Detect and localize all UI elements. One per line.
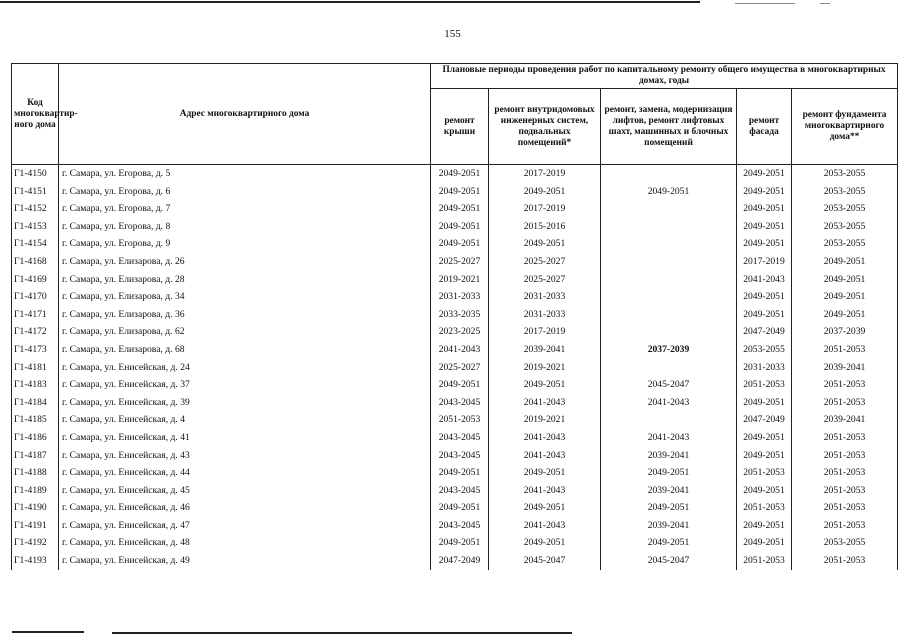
table-row — [12, 306, 898, 324]
facade-cell: 2051-2053 — [737, 376, 792, 394]
systems-cell: 2041-2043 — [489, 517, 601, 535]
header-systems: ремонт внутридомовых инженерных систем, подвальных помещений* — [489, 89, 601, 165]
table-row — [12, 499, 898, 517]
address-cell: г. Самара, ул. Енисейская, д. 46 — [59, 499, 431, 517]
code-cell: Г1-4187 — [12, 447, 59, 465]
systems-cell: 2025-2027 — [489, 253, 601, 271]
table-row — [12, 235, 898, 253]
lift-cell — [601, 165, 737, 183]
bottom-rule-line — [12, 631, 84, 633]
roof-cell: 2043-2045 — [431, 394, 489, 412]
lift-cell: 2049-2051 — [601, 183, 737, 201]
code-cell: Г1-4186 — [12, 429, 59, 447]
table-row — [12, 447, 898, 465]
code-cell: Г1-4173 — [12, 341, 59, 359]
code-cell: Г1-4193 — [12, 552, 59, 570]
systems-cell: 2049-2051 — [489, 464, 601, 482]
roof-cell: 2049-2051 — [431, 218, 489, 236]
code-cell: Г1-4191 — [12, 517, 59, 535]
code-cell: Г1-4172 — [12, 323, 59, 341]
address-cell: г. Самара, ул. Елизарова, д. 28 — [59, 271, 431, 289]
address-cell: г. Самара, ул. Егорова, д. 5 — [59, 165, 431, 183]
code-cell: Г1-4150 — [12, 165, 59, 183]
systems-cell: 2017-2019 — [489, 200, 601, 218]
header-address: Адрес многоквартирного дома — [59, 64, 431, 165]
lift-cell — [601, 235, 737, 253]
systems-cell: 2049-2051 — [489, 376, 601, 394]
table-row — [12, 341, 898, 359]
facade-cell: 2049-2051 — [737, 429, 792, 447]
table-row — [12, 253, 898, 271]
lift-cell: 2045-2047 — [601, 552, 737, 570]
roof-cell: 2049-2051 — [431, 165, 489, 183]
address-cell: г. Самара, ул. Елизарова, д. 34 — [59, 288, 431, 306]
top-rule-mark — [820, 3, 830, 4]
foundation-cell: 2051-2053 — [792, 394, 898, 412]
roof-cell: 2043-2045 — [431, 447, 489, 465]
lift-cell — [601, 271, 737, 289]
foundation-cell: 2051-2053 — [792, 482, 898, 500]
address-cell: г. Самара, ул. Елизарова, д. 36 — [59, 306, 431, 324]
roof-cell: 2031-2033 — [431, 288, 489, 306]
lift-cell — [601, 306, 737, 324]
bottom-rule — [0, 631, 905, 635]
lift-cell — [601, 218, 737, 236]
code-cell: Г1-4170 — [12, 288, 59, 306]
facade-cell: 2017-2019 — [737, 253, 792, 271]
table-row — [12, 376, 898, 394]
facade-cell: 2047-2049 — [737, 323, 792, 341]
table-row — [12, 288, 898, 306]
top-rule-line — [0, 1, 700, 3]
code-cell: Г1-4169 — [12, 271, 59, 289]
roof-cell: 2047-2049 — [431, 552, 489, 570]
address-cell: г. Самара, ул. Енисейская, д. 49 — [59, 552, 431, 570]
foundation-cell: 2039-2041 — [792, 359, 898, 377]
lift-cell: 2039-2041 — [601, 482, 737, 500]
table-row — [12, 394, 898, 412]
foundation-cell: 2049-2051 — [792, 288, 898, 306]
table-row — [12, 359, 898, 377]
systems-cell: 2049-2051 — [489, 499, 601, 517]
code-cell: Г1-4189 — [12, 482, 59, 500]
lift-cell: 2037-2039 — [601, 341, 737, 359]
roof-cell: 2033-2035 — [431, 306, 489, 324]
facade-cell: 2049-2051 — [737, 218, 792, 236]
foundation-cell: 2051-2053 — [792, 376, 898, 394]
lift-cell: 2039-2041 — [601, 517, 737, 535]
roof-cell: 2049-2051 — [431, 235, 489, 253]
table-row — [12, 200, 898, 218]
roof-cell: 2043-2045 — [431, 517, 489, 535]
table-row — [12, 429, 898, 447]
lift-cell — [601, 323, 737, 341]
lift-cell: 2041-2043 — [601, 394, 737, 412]
code-cell: Г1-4168 — [12, 253, 59, 271]
systems-cell: 2031-2033 — [489, 288, 601, 306]
address-cell: г. Самара, ул. Енисейская, д. 37 — [59, 376, 431, 394]
code-cell: Г1-4151 — [12, 183, 59, 201]
systems-cell: 2045-2047 — [489, 552, 601, 570]
address-cell: г. Самара, ул. Егорова, д. 7 — [59, 200, 431, 218]
facade-cell: 2051-2053 — [737, 499, 792, 517]
facade-cell: 2049-2051 — [737, 394, 792, 412]
code-cell: Г1-4154 — [12, 235, 59, 253]
foundation-cell: 2049-2051 — [792, 253, 898, 271]
systems-cell: 2049-2051 — [489, 534, 601, 552]
facade-cell: 2031-2033 — [737, 359, 792, 377]
foundation-cell: 2053-2055 — [792, 235, 898, 253]
roof-cell: 2023-2025 — [431, 323, 489, 341]
roof-cell: 2041-2043 — [431, 341, 489, 359]
facade-cell: 2049-2051 — [737, 288, 792, 306]
header-code: Код многоквартир-ного дома — [12, 64, 59, 165]
code-cell: Г1-4184 — [12, 394, 59, 412]
systems-cell: 2041-2043 — [489, 482, 601, 500]
table-row — [12, 534, 898, 552]
lift-cell: 2039-2041 — [601, 447, 737, 465]
table-row — [12, 517, 898, 535]
address-cell: г. Самара, ул. Елизарова, д. 68 — [59, 341, 431, 359]
foundation-cell: 2053-2055 — [792, 183, 898, 201]
foundation-cell: 2051-2053 — [792, 447, 898, 465]
roof-cell: 2049-2051 — [431, 183, 489, 201]
facade-cell: 2049-2051 — [737, 306, 792, 324]
table-row — [12, 271, 898, 289]
systems-cell: 2015-2016 — [489, 218, 601, 236]
top-rule-mark — [735, 3, 795, 4]
foundation-cell: 2051-2053 — [792, 429, 898, 447]
foundation-cell: 2037-2039 — [792, 323, 898, 341]
code-cell: Г1-4190 — [12, 499, 59, 517]
lift-cell: 2049-2051 — [601, 464, 737, 482]
foundation-cell: 2053-2055 — [792, 534, 898, 552]
address-cell: г. Самара, ул. Енисейская, д. 4 — [59, 411, 431, 429]
address-cell: г. Самара, ул. Енисейская, д. 44 — [59, 464, 431, 482]
foundation-cell: 2051-2053 — [792, 552, 898, 570]
code-cell: Г1-4185 — [12, 411, 59, 429]
address-cell: г. Самара, ул. Енисейская, д. 41 — [59, 429, 431, 447]
header-facade: ремонт фасада — [737, 89, 792, 165]
systems-cell: 2019-2021 — [489, 411, 601, 429]
address-cell: г. Самара, ул. Енисейская, д. 48 — [59, 534, 431, 552]
foundation-cell: 2049-2051 — [792, 306, 898, 324]
lift-cell: 2049-2051 — [601, 534, 737, 552]
systems-cell: 2049-2051 — [489, 235, 601, 253]
roof-cell: 2019-2021 — [431, 271, 489, 289]
lift-cell — [601, 253, 737, 271]
header-group-title: Плановые периоды проведения работ по капитальному ремонту общего имущества в многоквартирных домах, годы — [431, 64, 898, 89]
table-row — [12, 165, 898, 183]
code-cell: Г1-4181 — [12, 359, 59, 377]
systems-cell: 2039-2041 — [489, 341, 601, 359]
code-cell: Г1-4152 — [12, 200, 59, 218]
lift-cell — [601, 411, 737, 429]
address-cell: г. Самара, ул. Елизарова, д. 62 — [59, 323, 431, 341]
lift-cell — [601, 200, 737, 218]
table-row — [12, 552, 898, 570]
lift-cell: 2049-2051 — [601, 499, 737, 517]
roof-cell: 2043-2045 — [431, 429, 489, 447]
code-cell: Г1-4183 — [12, 376, 59, 394]
code-cell: Г1-4188 — [12, 464, 59, 482]
facade-cell: 2049-2051 — [737, 200, 792, 218]
facade-cell: 2053-2055 — [737, 341, 792, 359]
address-cell: г. Самара, ул. Егорова, д. 9 — [59, 235, 431, 253]
facade-cell: 2047-2049 — [737, 411, 792, 429]
systems-cell: 2041-2043 — [489, 394, 601, 412]
foundation-cell: 2051-2053 — [792, 499, 898, 517]
table-body — [12, 165, 898, 570]
facade-cell: 2051-2053 — [737, 552, 792, 570]
systems-cell: 2019-2021 — [489, 359, 601, 377]
facade-cell: 2049-2051 — [737, 534, 792, 552]
roof-cell: 2025-2027 — [431, 359, 489, 377]
systems-cell: 2017-2019 — [489, 165, 601, 183]
systems-cell: 2049-2051 — [489, 183, 601, 201]
facade-cell: 2041-2043 — [737, 271, 792, 289]
facade-cell: 2049-2051 — [737, 183, 792, 201]
repair-schedule-table — [11, 63, 898, 570]
address-cell: г. Самара, ул. Енисейская, д. 45 — [59, 482, 431, 500]
header-roof: ремонт крыши — [431, 89, 489, 165]
roof-cell: 2049-2051 — [431, 200, 489, 218]
address-cell: г. Самара, ул. Енисейская, д. 39 — [59, 394, 431, 412]
table-row — [12, 482, 898, 500]
roof-cell: 2043-2045 — [431, 482, 489, 500]
lift-cell: 2041-2043 — [601, 429, 737, 447]
header-foundation: ремонт фундамента многоквартирного дома** — [792, 89, 898, 165]
foundation-cell: 2053-2055 — [792, 218, 898, 236]
facade-cell: 2051-2053 — [737, 464, 792, 482]
foundation-cell: 2051-2053 — [792, 341, 898, 359]
top-rule — [0, 0, 905, 3]
lift-cell: 2045-2047 — [601, 376, 737, 394]
table-row — [12, 183, 898, 201]
systems-cell: 2031-2033 — [489, 306, 601, 324]
page-number: 155 — [444, 28, 461, 40]
systems-cell: 2041-2043 — [489, 429, 601, 447]
roof-cell: 2049-2051 — [431, 499, 489, 517]
facade-cell: 2049-2051 — [737, 235, 792, 253]
table-row — [12, 218, 898, 236]
code-cell: Г1-4153 — [12, 218, 59, 236]
roof-cell: 2049-2051 — [431, 376, 489, 394]
facade-cell: 2049-2051 — [737, 482, 792, 500]
lift-cell — [601, 359, 737, 377]
roof-cell: 2051-2053 — [431, 411, 489, 429]
table-row — [12, 464, 898, 482]
systems-cell: 2041-2043 — [489, 447, 601, 465]
header-lift: ремонт, замена, модернизация лифтов, ремонт лифтовых шахт, машинных и блочных помещений — [601, 89, 737, 165]
address-cell: г. Самара, ул. Енисейская, д. 47 — [59, 517, 431, 535]
foundation-cell: 2051-2053 — [792, 464, 898, 482]
address-cell: г. Самара, ул. Енисейская, д. 43 — [59, 447, 431, 465]
bottom-rule-line — [112, 632, 572, 634]
address-cell: г. Самара, ул. Егорова, д. 8 — [59, 218, 431, 236]
facade-cell: 2049-2051 — [737, 517, 792, 535]
foundation-cell: 2051-2053 — [792, 517, 898, 535]
foundation-cell: 2039-2041 — [792, 411, 898, 429]
facade-cell: 2049-2051 — [737, 165, 792, 183]
systems-cell: 2025-2027 — [489, 271, 601, 289]
code-cell: Г1-4192 — [12, 534, 59, 552]
foundation-cell: 2049-2051 — [792, 271, 898, 289]
roof-cell: 2049-2051 — [431, 464, 489, 482]
foundation-cell: 2053-2055 — [792, 200, 898, 218]
lift-cell — [601, 288, 737, 306]
table-row — [12, 411, 898, 429]
address-cell: г. Самара, ул. Енисейская, д. 24 — [59, 359, 431, 377]
address-cell: г. Самара, ул. Егорова, д. 6 — [59, 183, 431, 201]
code-cell: Г1-4171 — [12, 306, 59, 324]
facade-cell: 2049-2051 — [737, 447, 792, 465]
systems-cell: 2017-2019 — [489, 323, 601, 341]
foundation-cell: 2053-2055 — [792, 165, 898, 183]
address-cell: г. Самара, ул. Елизарова, д. 26 — [59, 253, 431, 271]
roof-cell: 2025-2027 — [431, 253, 489, 271]
table-row — [12, 323, 898, 341]
roof-cell: 2049-2051 — [431, 534, 489, 552]
